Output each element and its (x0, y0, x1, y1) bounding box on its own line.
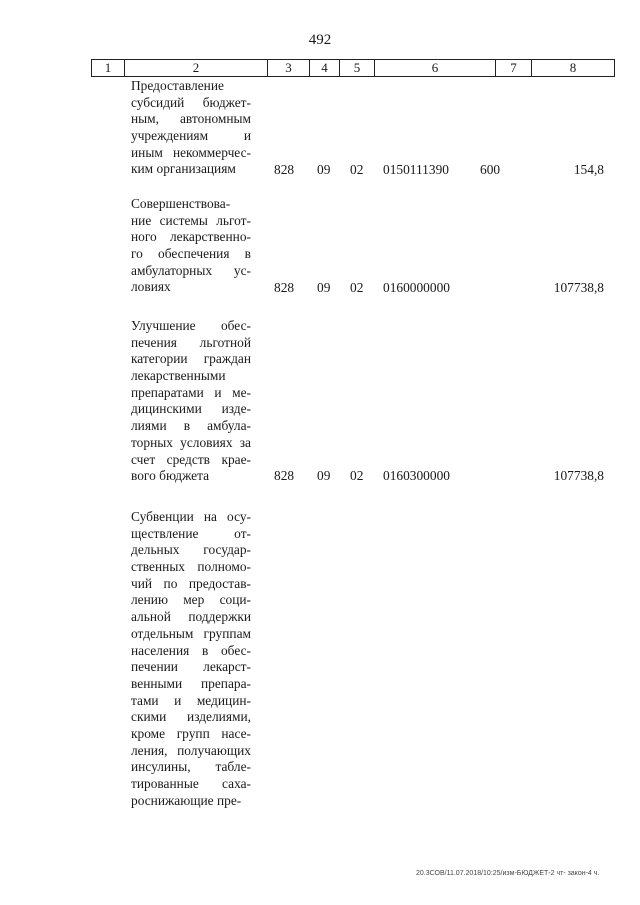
cell-c4: 09 (317, 468, 331, 484)
description-line: Совершенствова- (131, 196, 231, 211)
cell-c4: 09 (317, 279, 331, 295)
header-col-6: 6 (375, 60, 496, 76)
description-line: ственных полномо- (131, 559, 251, 575)
header-col-4: 4 (310, 60, 340, 76)
description-line: ного лекарственно- (131, 229, 251, 245)
description-line: амбулаторных ус- (131, 262, 251, 278)
header-col-8: 8 (569, 60, 577, 75)
cell-c3: 828 (274, 161, 295, 177)
cell-c6: 0160300000 (383, 468, 450, 484)
description-line: вого бюджета (131, 468, 210, 484)
description-line: скими изделиями, (131, 709, 251, 725)
description-line: дицинскими изде- (131, 401, 251, 417)
description-line: тами и медицин- (131, 692, 251, 708)
description-line: чий по предостав- (131, 575, 251, 591)
cell-c3: 828 (274, 279, 295, 295)
description-line: венными препара- (131, 675, 251, 691)
table-header (91, 59, 615, 77)
description-line: счет средств крае- (131, 451, 251, 467)
description-line: кроме групп насе- (131, 725, 251, 741)
header-col-3: 3 (268, 60, 310, 76)
cell-c5: 02 (350, 161, 364, 177)
description-line: роснижающие пре- (131, 792, 242, 808)
row-description (131, 509, 251, 809)
description-line: печении лекарст- (131, 659, 251, 675)
description-line: торных условиях за (131, 434, 251, 450)
description-line: ловиях (131, 279, 171, 295)
description-line: ным, автономным (131, 111, 251, 127)
description-line: инсулины, табле- (131, 759, 251, 775)
cell-c5: 02 (350, 279, 364, 295)
cell-c7: 600 (480, 161, 501, 177)
description-line: учреждениям и (131, 128, 251, 144)
description-line: ким организациям (131, 161, 236, 177)
description-line: категории граждан (131, 351, 251, 367)
description-line: субсидий бюджет- (131, 94, 251, 110)
description-line: отдельным группам (131, 625, 251, 641)
description-line: Улучшение обес- (131, 318, 251, 333)
description-line: ние системы льгот- (131, 212, 251, 228)
description-line: го обеспечения в (131, 246, 251, 262)
row-description (131, 78, 251, 178)
description-line: тированные саха- (131, 776, 251, 791)
description-line: лению мер соци- (131, 592, 251, 608)
description-line: лиями в амбула- (131, 418, 251, 434)
description-line: Предоставление (131, 78, 224, 93)
header-col-7: 7 (496, 60, 532, 76)
cell-c8: 154,8 (573, 161, 604, 177)
header-col-5: 5 (340, 60, 375, 76)
description-line: дельных государ- (131, 542, 251, 558)
cell-c8: 107738,8 (553, 468, 604, 484)
footer-note: 20.3СОВ/11.07.2018/10:25/изм-БЮДЖЕТ-2 чт- закон-4 ч. (416, 870, 600, 877)
page-number: 492 (308, 32, 332, 48)
description-line: населения в обес- (131, 642, 251, 658)
header-col-1: 1 (92, 60, 125, 76)
description-line: печения льготной (131, 334, 251, 350)
cell-c6: 0160000000 (383, 279, 450, 295)
description-line: Субвенции на осу- (131, 509, 251, 524)
description-line: лекарственными (131, 368, 226, 384)
row-description (131, 318, 251, 485)
description-line: ществление от- (131, 525, 251, 541)
row-description (131, 196, 251, 296)
description-line: ления, получающих (131, 742, 251, 758)
description-line: препаратами и ме- (131, 384, 251, 400)
cell-c3: 828 (274, 468, 295, 484)
cell-c4: 09 (317, 161, 331, 177)
cell-c6: 0150111390 (383, 161, 449, 177)
description-line: альной поддержки (131, 609, 251, 625)
cell-c8: 107738,8 (553, 279, 604, 295)
description-line: иным некоммерчес- (131, 144, 251, 160)
header-col-2: 2 (125, 60, 268, 76)
cell-c5: 02 (350, 468, 364, 484)
